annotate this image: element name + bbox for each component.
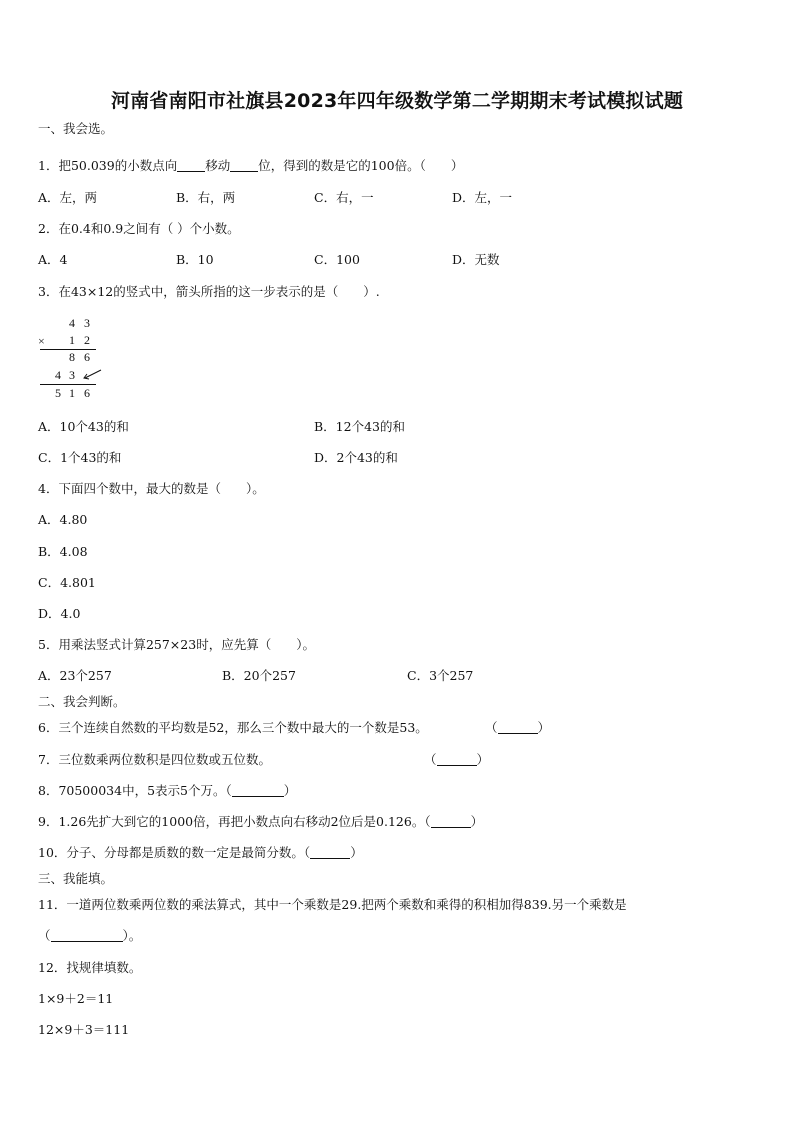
calc-digit: 6: [84, 386, 90, 400]
answer-blank[interactable]: [431, 815, 471, 828]
pattern-line: 1×9＋2＝11: [38, 991, 114, 1006]
question-1: [38, 158, 463, 174]
option[interactable]: A．4.80: [38, 512, 88, 527]
arrow-icon: [81, 368, 103, 382]
answer-blank[interactable]: [177, 159, 205, 172]
calc-digit: 4: [69, 316, 75, 330]
option[interactable]: C．1个43的和: [38, 450, 122, 465]
page-title: 河南省南阳市社旗县2023年四年级数学第二学期期末考试模拟试题: [110, 90, 684, 112]
option[interactable]: B．4.08: [38, 544, 88, 559]
answer-blank[interactable]: [437, 753, 477, 766]
multiply-sign: ×: [38, 334, 45, 348]
calc-digit: 1: [69, 386, 75, 400]
option[interactable]: D．4.0: [38, 606, 81, 621]
section-heading-1: 一、我会选。: [38, 121, 114, 136]
question-9: 9．1.26先扩大到它的1000倍，再把小数点向右移动2位后是0.126。（ ）: [38, 814, 484, 829]
answer-bracket[interactable]: （ ）: [424, 752, 490, 767]
option[interactable]: A．左，两: [38, 190, 98, 205]
option[interactable]: D．2个43的和: [314, 450, 398, 465]
question-3: 3．在43×12的竖式中，箭头所指的这一步表示的是（ ）.: [38, 284, 380, 299]
option[interactable]: A．23个257: [38, 668, 112, 683]
section-heading-2: 二、我会判断。: [38, 694, 126, 709]
calc-digit: 3: [84, 316, 90, 330]
answer-blank[interactable]: [230, 159, 258, 172]
option[interactable]: B．20个257: [222, 668, 296, 683]
question-1-text-b: 移动: [205, 158, 231, 173]
option[interactable]: C．4.801: [38, 575, 96, 590]
calc-digit: 3: [69, 368, 75, 382]
question-6: 6．三个连续自然数的平均数是52，那么三个数中最大的一个数是53。: [38, 720, 428, 735]
answer-blank[interactable]: [232, 784, 284, 797]
option[interactable]: C．3个257: [407, 668, 474, 683]
option[interactable]: A．4: [38, 252, 68, 267]
answer-blank[interactable]: [51, 929, 123, 942]
option[interactable]: D．无数: [452, 252, 500, 267]
option[interactable]: D．左，一: [452, 190, 513, 205]
answer-bracket[interactable]: （ ）。: [38, 928, 142, 943]
calc-line: [40, 384, 96, 385]
calc-digit: 2: [84, 333, 90, 347]
question-5: 5．用乘法竖式计算257×23时，应先算（ ）。: [38, 637, 315, 652]
option[interactable]: B．10: [176, 252, 214, 267]
question-8: 8．70500034中，5表示5个万。（ ）: [38, 783, 297, 798]
question-10: 10．分子、分母都是质数的数一定是最简分数。（ ）: [38, 845, 363, 860]
calc-digit: 1: [69, 333, 75, 347]
question-11: 11．一道两位数乘两位数的乘法算式，其中一个乘数是29.把两个乘数和乘得的积相加得839.另一个乘数是: [38, 897, 627, 912]
vertical-multiplication: [36, 314, 116, 406]
option[interactable]: C．右，一: [314, 190, 374, 205]
answer-blank[interactable]: [498, 721, 538, 734]
question-2: 2．在0.4和0.9之间有（ ）个小数。: [38, 221, 240, 236]
question-1-text-c: 位，得到的数是它的100倍。（ ）: [258, 158, 464, 173]
option[interactable]: A．10个43的和: [38, 419, 129, 434]
question-12: 12．找规律填数。: [38, 960, 142, 975]
question-1-text-a: 1．把50.039的小数点向: [38, 158, 178, 173]
calc-digit: 5: [55, 386, 61, 400]
section-heading-3: 三、我能填。: [38, 871, 114, 886]
question-7: 7．三位数乘两位数积是四位数或五位数。: [38, 752, 271, 767]
question-4: 4．下面四个数中，最大的数是（ ）。: [38, 481, 265, 496]
answer-blank[interactable]: [310, 846, 350, 859]
calc-digit: 4: [55, 368, 61, 382]
calc-digit: 8: [69, 350, 75, 364]
option[interactable]: C．100: [314, 252, 360, 267]
answer-bracket[interactable]: （ ）: [485, 720, 551, 735]
option[interactable]: B．12个43的和: [314, 419, 405, 434]
calc-digit: 6: [84, 350, 90, 364]
option[interactable]: B．右，两: [176, 190, 236, 205]
pattern-line: 12×9＋3＝111: [38, 1022, 130, 1037]
